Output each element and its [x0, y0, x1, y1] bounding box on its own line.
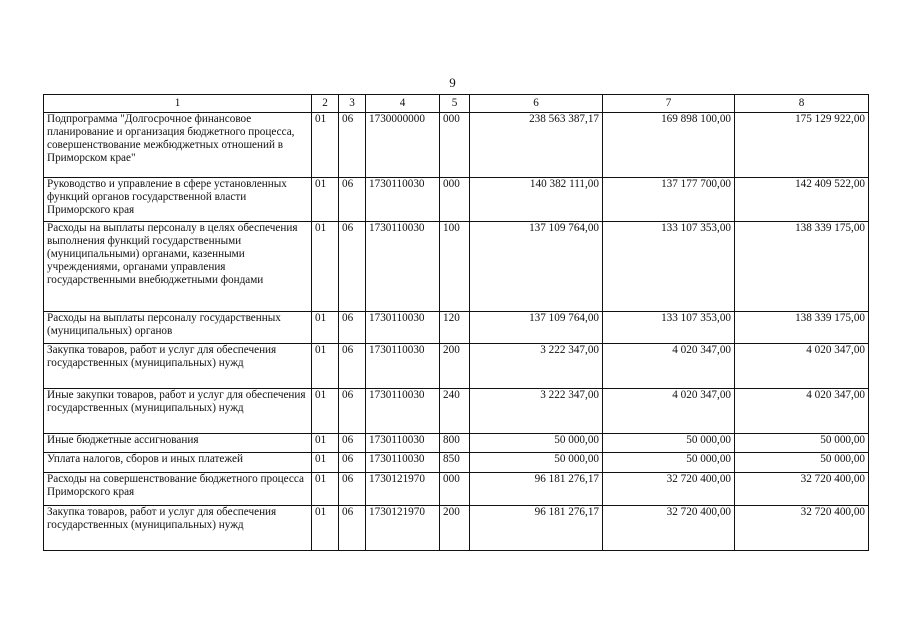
row-amount-col7: 133 107 353,00 — [603, 312, 735, 344]
row-name: Расходы на выплаты персоналу государственных (муниципальных) органов — [44, 312, 312, 344]
row-section: 01 — [312, 113, 339, 178]
row-amount-col6: 3 222 347,00 — [470, 344, 603, 389]
row-name: Уплата налогов, сборов и иных платежей — [44, 453, 312, 473]
row-amount-col8: 32 720 400,00 — [735, 506, 869, 551]
row-amount-col8: 50 000,00 — [735, 434, 869, 453]
row-section: 01 — [312, 453, 339, 473]
header-col-2: 2 — [312, 95, 339, 113]
table-row — [44, 178, 869, 222]
row-expense-type: 000 — [440, 473, 470, 506]
row-expense-type: 200 — [440, 506, 470, 551]
row-target-code: 1730121970 — [366, 506, 440, 551]
row-amount-col8: 175 129 922,00 — [735, 113, 869, 178]
table-row — [44, 453, 869, 473]
table-row — [44, 113, 869, 178]
header-col-6: 6 — [470, 95, 603, 113]
row-amount-col6: 238 563 387,17 — [470, 113, 603, 178]
row-amount-col8: 138 339 175,00 — [735, 222, 869, 312]
budget-table — [43, 94, 869, 551]
header-col-3: 3 — [339, 95, 366, 113]
row-amount-col7: 50 000,00 — [603, 453, 735, 473]
row-name: Расходы на совершенствование бюджетного процесса Приморского края — [44, 473, 312, 506]
table-row — [44, 473, 869, 506]
row-amount-col7: 4 020 347,00 — [603, 344, 735, 389]
row-section: 01 — [312, 222, 339, 312]
row-section: 01 — [312, 344, 339, 389]
row-name: Закупка товаров, работ и услуг для обеспечения государственных (муниципальных) нужд — [44, 344, 312, 389]
row-expense-type: 000 — [440, 113, 470, 178]
row-target-code: 1730110030 — [366, 344, 440, 389]
row-name: Иные бюджетные ассигнования — [44, 434, 312, 453]
row-subsection: 06 — [339, 222, 366, 312]
row-name: Подпрограмма "Долгосрочное финансовое планирование и организация бюджетного процесса, совершенствование межбюджетных отношений в Приморском крае" — [44, 113, 312, 178]
row-expense-type: 850 — [440, 453, 470, 473]
row-subsection: 06 — [339, 473, 366, 506]
row-subsection: 06 — [339, 113, 366, 178]
row-amount-col6: 140 382 111,00 — [470, 178, 603, 222]
header-col-8: 8 — [735, 95, 869, 113]
header-col-1: 1 — [44, 95, 312, 113]
row-target-code: 1730110030 — [366, 453, 440, 473]
header-col-5: 5 — [440, 95, 470, 113]
page-number: 9 — [449, 75, 456, 90]
row-amount-col6: 96 181 276,17 — [470, 473, 603, 506]
row-target-code: 1730110030 — [366, 312, 440, 344]
header-col-7: 7 — [603, 95, 735, 113]
row-section: 01 — [312, 389, 339, 434]
row-amount-col7: 4 020 347,00 — [603, 389, 735, 434]
table-row — [44, 222, 869, 312]
row-section: 01 — [312, 506, 339, 551]
row-subsection: 06 — [339, 434, 366, 453]
row-amount-col7: 137 177 700,00 — [603, 178, 735, 222]
row-amount-col8: 32 720 400,00 — [735, 473, 869, 506]
row-subsection: 06 — [339, 312, 366, 344]
row-expense-type: 100 — [440, 222, 470, 312]
row-amount-col7: 32 720 400,00 — [603, 506, 735, 551]
row-amount-col6: 137 109 764,00 — [470, 222, 603, 312]
row-expense-type: 200 — [440, 344, 470, 389]
row-section: 01 — [312, 312, 339, 344]
row-amount-col8: 138 339 175,00 — [735, 312, 869, 344]
row-target-code: 1730110030 — [366, 178, 440, 222]
row-amount-col7: 50 000,00 — [603, 434, 735, 453]
row-amount-col6: 137 109 764,00 — [470, 312, 603, 344]
row-amount-col8: 4 020 347,00 — [735, 344, 869, 389]
row-expense-type: 000 — [440, 178, 470, 222]
row-name: Руководство и управление в сфере установленных функций органов государственной власти Приморского края — [44, 178, 312, 222]
row-subsection: 06 — [339, 178, 366, 222]
row-name: Иные закупки товаров, работ и услуг для обеспечения государственных (муниципальных) нужд — [44, 389, 312, 434]
row-amount-col6: 3 222 347,00 — [470, 389, 603, 434]
table-row — [44, 389, 869, 434]
row-expense-type: 800 — [440, 434, 470, 453]
row-amount-col6: 50 000,00 — [470, 434, 603, 453]
row-section: 01 — [312, 434, 339, 453]
row-amount-col8: 4 020 347,00 — [735, 389, 869, 434]
row-expense-type: 240 — [440, 389, 470, 434]
table-row — [44, 344, 869, 389]
row-section: 01 — [312, 473, 339, 506]
header-col-4: 4 — [366, 95, 440, 113]
row-section: 01 — [312, 178, 339, 222]
row-target-code: 1730110030 — [366, 434, 440, 453]
row-subsection: 06 — [339, 344, 366, 389]
row-target-code: 1730110030 — [366, 389, 440, 434]
table-row — [44, 312, 869, 344]
row-amount-col6: 96 181 276,17 — [470, 506, 603, 551]
row-target-code: 1730000000 — [366, 113, 440, 178]
row-amount-col8: 50 000,00 — [735, 453, 869, 473]
row-target-code: 1730121970 — [366, 473, 440, 506]
table-row — [44, 506, 869, 551]
row-subsection: 06 — [339, 453, 366, 473]
header-row — [44, 95, 869, 113]
row-amount-col6: 50 000,00 — [470, 453, 603, 473]
row-amount-col7: 169 898 100,00 — [603, 113, 735, 178]
row-subsection: 06 — [339, 389, 366, 434]
row-amount-col7: 32 720 400,00 — [603, 473, 735, 506]
table-row — [44, 434, 869, 453]
row-subsection: 06 — [339, 506, 366, 551]
row-amount-col7: 133 107 353,00 — [603, 222, 735, 312]
row-name: Закупка товаров, работ и услуг для обеспечения государственных (муниципальных) нужд — [44, 506, 312, 551]
row-target-code: 1730110030 — [366, 222, 440, 312]
row-name: Расходы на выплаты персоналу в целях обеспечения выполнения функций государственными (муниципальными) органами, казенными учреждениями, органами управления государственными внебюджетными фондами — [44, 222, 312, 312]
row-expense-type: 120 — [440, 312, 470, 344]
row-amount-col8: 142 409 522,00 — [735, 178, 869, 222]
